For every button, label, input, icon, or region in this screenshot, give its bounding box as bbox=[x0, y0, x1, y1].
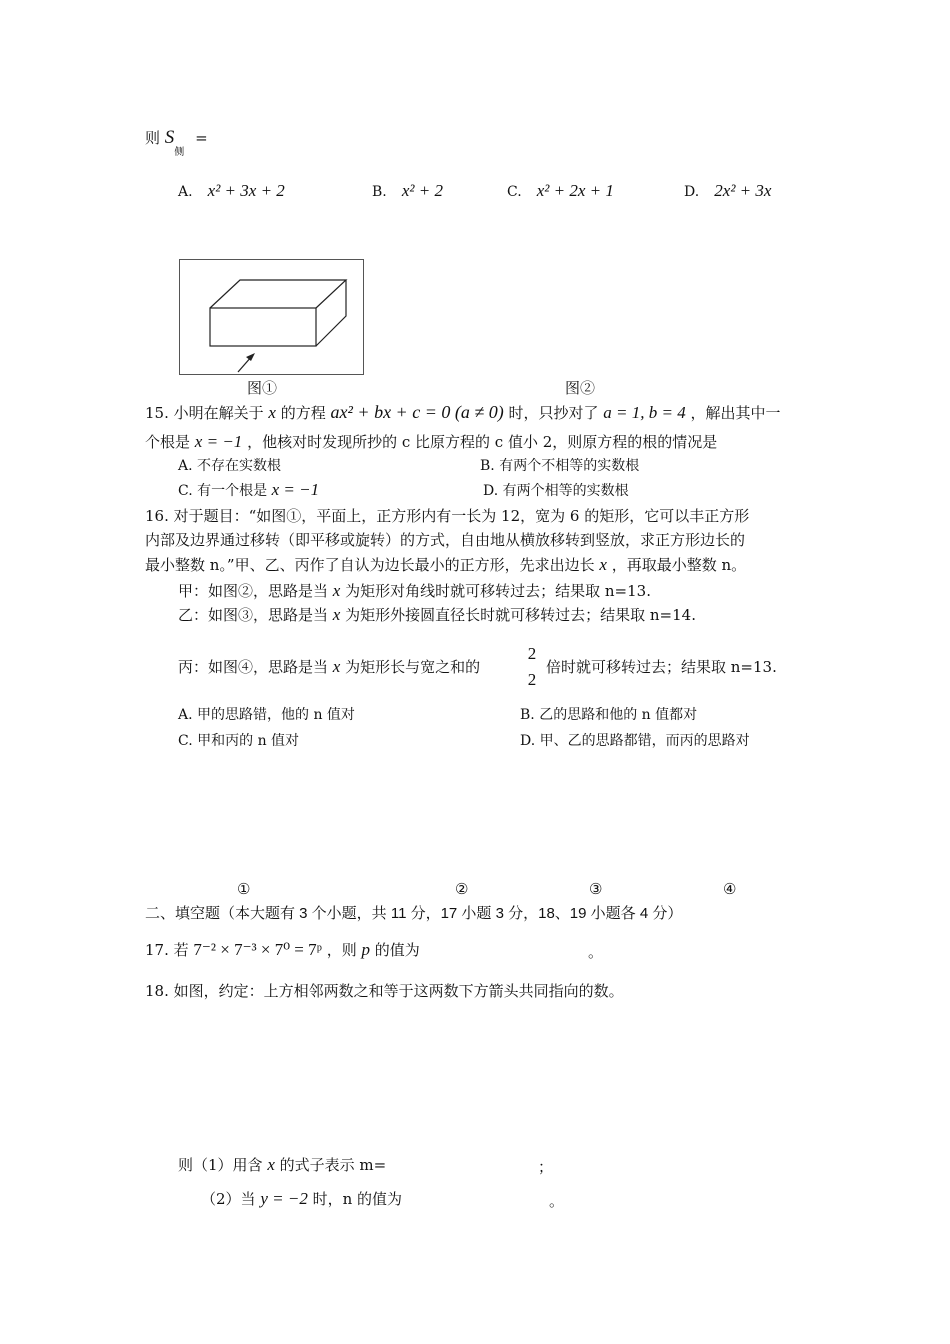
fraction-numerator: 2 bbox=[527, 644, 537, 663]
q15-equation: ax² + bx + c = 0 (a ≠ 0) bbox=[330, 402, 504, 422]
s-symbol: S bbox=[164, 127, 175, 148]
q16-text: 最小整数 n。”甲、乙、丙作了自认为边长最小的正方形，先求出边长 bbox=[145, 556, 595, 574]
q16-fraction bbox=[524, 641, 540, 693]
section-2-heading: 二、填空题（本大题有 3 个小题，共 11 分，17 小题 3 分，18、19 小题各 4 分） bbox=[145, 905, 683, 922]
figure-caption-1: 图① bbox=[247, 379, 278, 397]
q16-text: 丙：如图④，思路是当 bbox=[178, 658, 329, 676]
q15-root: x = −1 bbox=[194, 432, 243, 451]
q16-var: x bbox=[332, 581, 341, 600]
option-letter: D. bbox=[684, 184, 700, 200]
circled-number-1: ① bbox=[237, 880, 251, 898]
q15-text: 的方程 bbox=[280, 404, 326, 422]
q16-text: 为矩形长与宽之和的 bbox=[345, 658, 481, 676]
q15-option-d: D. 有两个相等的实数根 bbox=[483, 483, 629, 499]
q16-bing-a bbox=[178, 657, 480, 677]
q15-text: ，解出其中一 bbox=[690, 404, 781, 422]
q16-option-c: C. 甲和丙的 n 值对 bbox=[178, 733, 300, 749]
q16-text: 乙：如图③，思路是当 bbox=[178, 606, 329, 624]
q17-text: ，则 bbox=[326, 941, 357, 959]
cuboid-top-face bbox=[210, 280, 346, 308]
q16-line-2: 内部及边界通过移转（即平移或旋转）的方式，自由地从横放移转到竖放，求正方形边长的 bbox=[145, 531, 746, 549]
q16-option-b: B. 乙的思路和他的 n 值都对 bbox=[520, 707, 698, 723]
option-letter: A. bbox=[178, 184, 193, 200]
option-letter: C. bbox=[507, 184, 522, 200]
q15-option-b: B. 有两个不相等的实数根 bbox=[480, 458, 640, 474]
option-expr: 2x² + 3x bbox=[714, 181, 772, 200]
q16-option-d: D. 甲、乙的思路都错，而丙的思路对 bbox=[520, 733, 750, 749]
q15-text: ，他核对时发现所抄的 c 比原方程的 c 值小 2，则原方程的根的情况是 bbox=[247, 433, 718, 451]
q15-option-a: A. 不存在实数根 bbox=[178, 458, 282, 474]
option-expr: x = −1 bbox=[271, 480, 320, 499]
cuboid-drawing bbox=[180, 260, 363, 374]
q15-text: 个根是 bbox=[145, 433, 191, 451]
q16-text: 为矩形对角线时就可移转过去；结果取 n=13. bbox=[345, 582, 651, 600]
s-lateral-label bbox=[145, 127, 208, 158]
q16-bing-b: 倍时就可移转过去；结果取 n=13. bbox=[546, 658, 777, 676]
circled-number-4: ④ bbox=[723, 880, 737, 898]
q15-var: x bbox=[268, 403, 276, 422]
s-equals: = bbox=[195, 129, 208, 147]
figure-cuboid bbox=[179, 259, 364, 375]
q14-option-c bbox=[507, 181, 614, 201]
q16-text: 为矩形外接圆直径长时就可移转过去；结果取 n=14. bbox=[345, 606, 696, 624]
q18-part-2-end: 。 bbox=[549, 1192, 565, 1210]
cuboid-front-face bbox=[210, 308, 316, 346]
q18-text: 18. 如图，约定：上方相邻两数之和等于这两数下方箭头共同指向的数。 bbox=[145, 982, 624, 1000]
q18-part-2 bbox=[201, 1189, 402, 1209]
q15-text: 15. 小明在解关于 bbox=[145, 404, 264, 422]
q18-text: （2）当 bbox=[201, 1190, 256, 1208]
option-expr: x² + 2x + 1 bbox=[536, 181, 614, 200]
circled-number-3: ③ bbox=[589, 880, 603, 898]
q16-text: 甲：如图②，思路是当 bbox=[178, 582, 329, 600]
q18-text: 的式子表示 m= bbox=[279, 1156, 387, 1174]
q16-var: x bbox=[332, 657, 341, 676]
q15-line-1 bbox=[145, 402, 781, 423]
q15-given: a = 1, b = 4 bbox=[603, 403, 686, 422]
q16-var: x bbox=[599, 555, 607, 574]
q17-var: p bbox=[361, 940, 370, 959]
q17-end: 。 bbox=[588, 943, 604, 961]
s-prefix: 则 bbox=[145, 129, 161, 147]
q16-line-1: 16. 对于题目：“如图①，平面上，正方形内有一长为 12，宽为 6 的矩形，它可以丰正方形 bbox=[145, 507, 750, 525]
q14-option-b bbox=[372, 181, 443, 201]
q16-yi bbox=[178, 605, 696, 625]
q14-option-d bbox=[684, 181, 771, 201]
q18-part-1-end: ； bbox=[538, 1158, 554, 1176]
q16-var: x bbox=[332, 605, 341, 624]
q17-text: 17. 若 bbox=[145, 941, 189, 959]
q18-part-1 bbox=[178, 1155, 386, 1175]
q16-option-a: A. 甲的思路错，他的 n 值对 bbox=[178, 707, 355, 723]
q15-text: 时，只抄对了 bbox=[508, 404, 599, 422]
q17-text: 的值为 bbox=[374, 941, 420, 959]
s-subscript: 侧 bbox=[174, 147, 185, 158]
q15-line-2 bbox=[145, 432, 717, 452]
q14-option-a bbox=[178, 181, 285, 201]
fraction-denominator: 2 bbox=[527, 670, 537, 689]
q16-text: ，再取最小整数 n。 bbox=[611, 556, 747, 574]
circled-number-2: ② bbox=[455, 880, 469, 898]
figure-caption-2: 图② bbox=[565, 379, 596, 397]
arrow-icon bbox=[238, 353, 255, 372]
q15-option-c bbox=[178, 480, 319, 501]
option-expr: x² + 3x + 2 bbox=[207, 181, 285, 200]
q17-expr: 7⁻² × 7⁻³ × 7⁰ = 7ᵖ bbox=[193, 940, 322, 959]
q16-line-3 bbox=[145, 555, 746, 575]
option-expr: x² + 2 bbox=[401, 181, 443, 200]
option-text: C. 有一个根是 bbox=[178, 483, 268, 499]
q18-var: x bbox=[267, 1155, 275, 1174]
q18-text: 则（1）用含 bbox=[178, 1156, 263, 1174]
q17 bbox=[145, 940, 420, 960]
q18-text: 时，n 的值为 bbox=[312, 1190, 403, 1208]
q18-expr: y = −2 bbox=[260, 1189, 308, 1208]
option-letter: B. bbox=[372, 184, 387, 200]
q16-jia bbox=[178, 581, 651, 601]
cuboid-side-face bbox=[316, 280, 346, 346]
